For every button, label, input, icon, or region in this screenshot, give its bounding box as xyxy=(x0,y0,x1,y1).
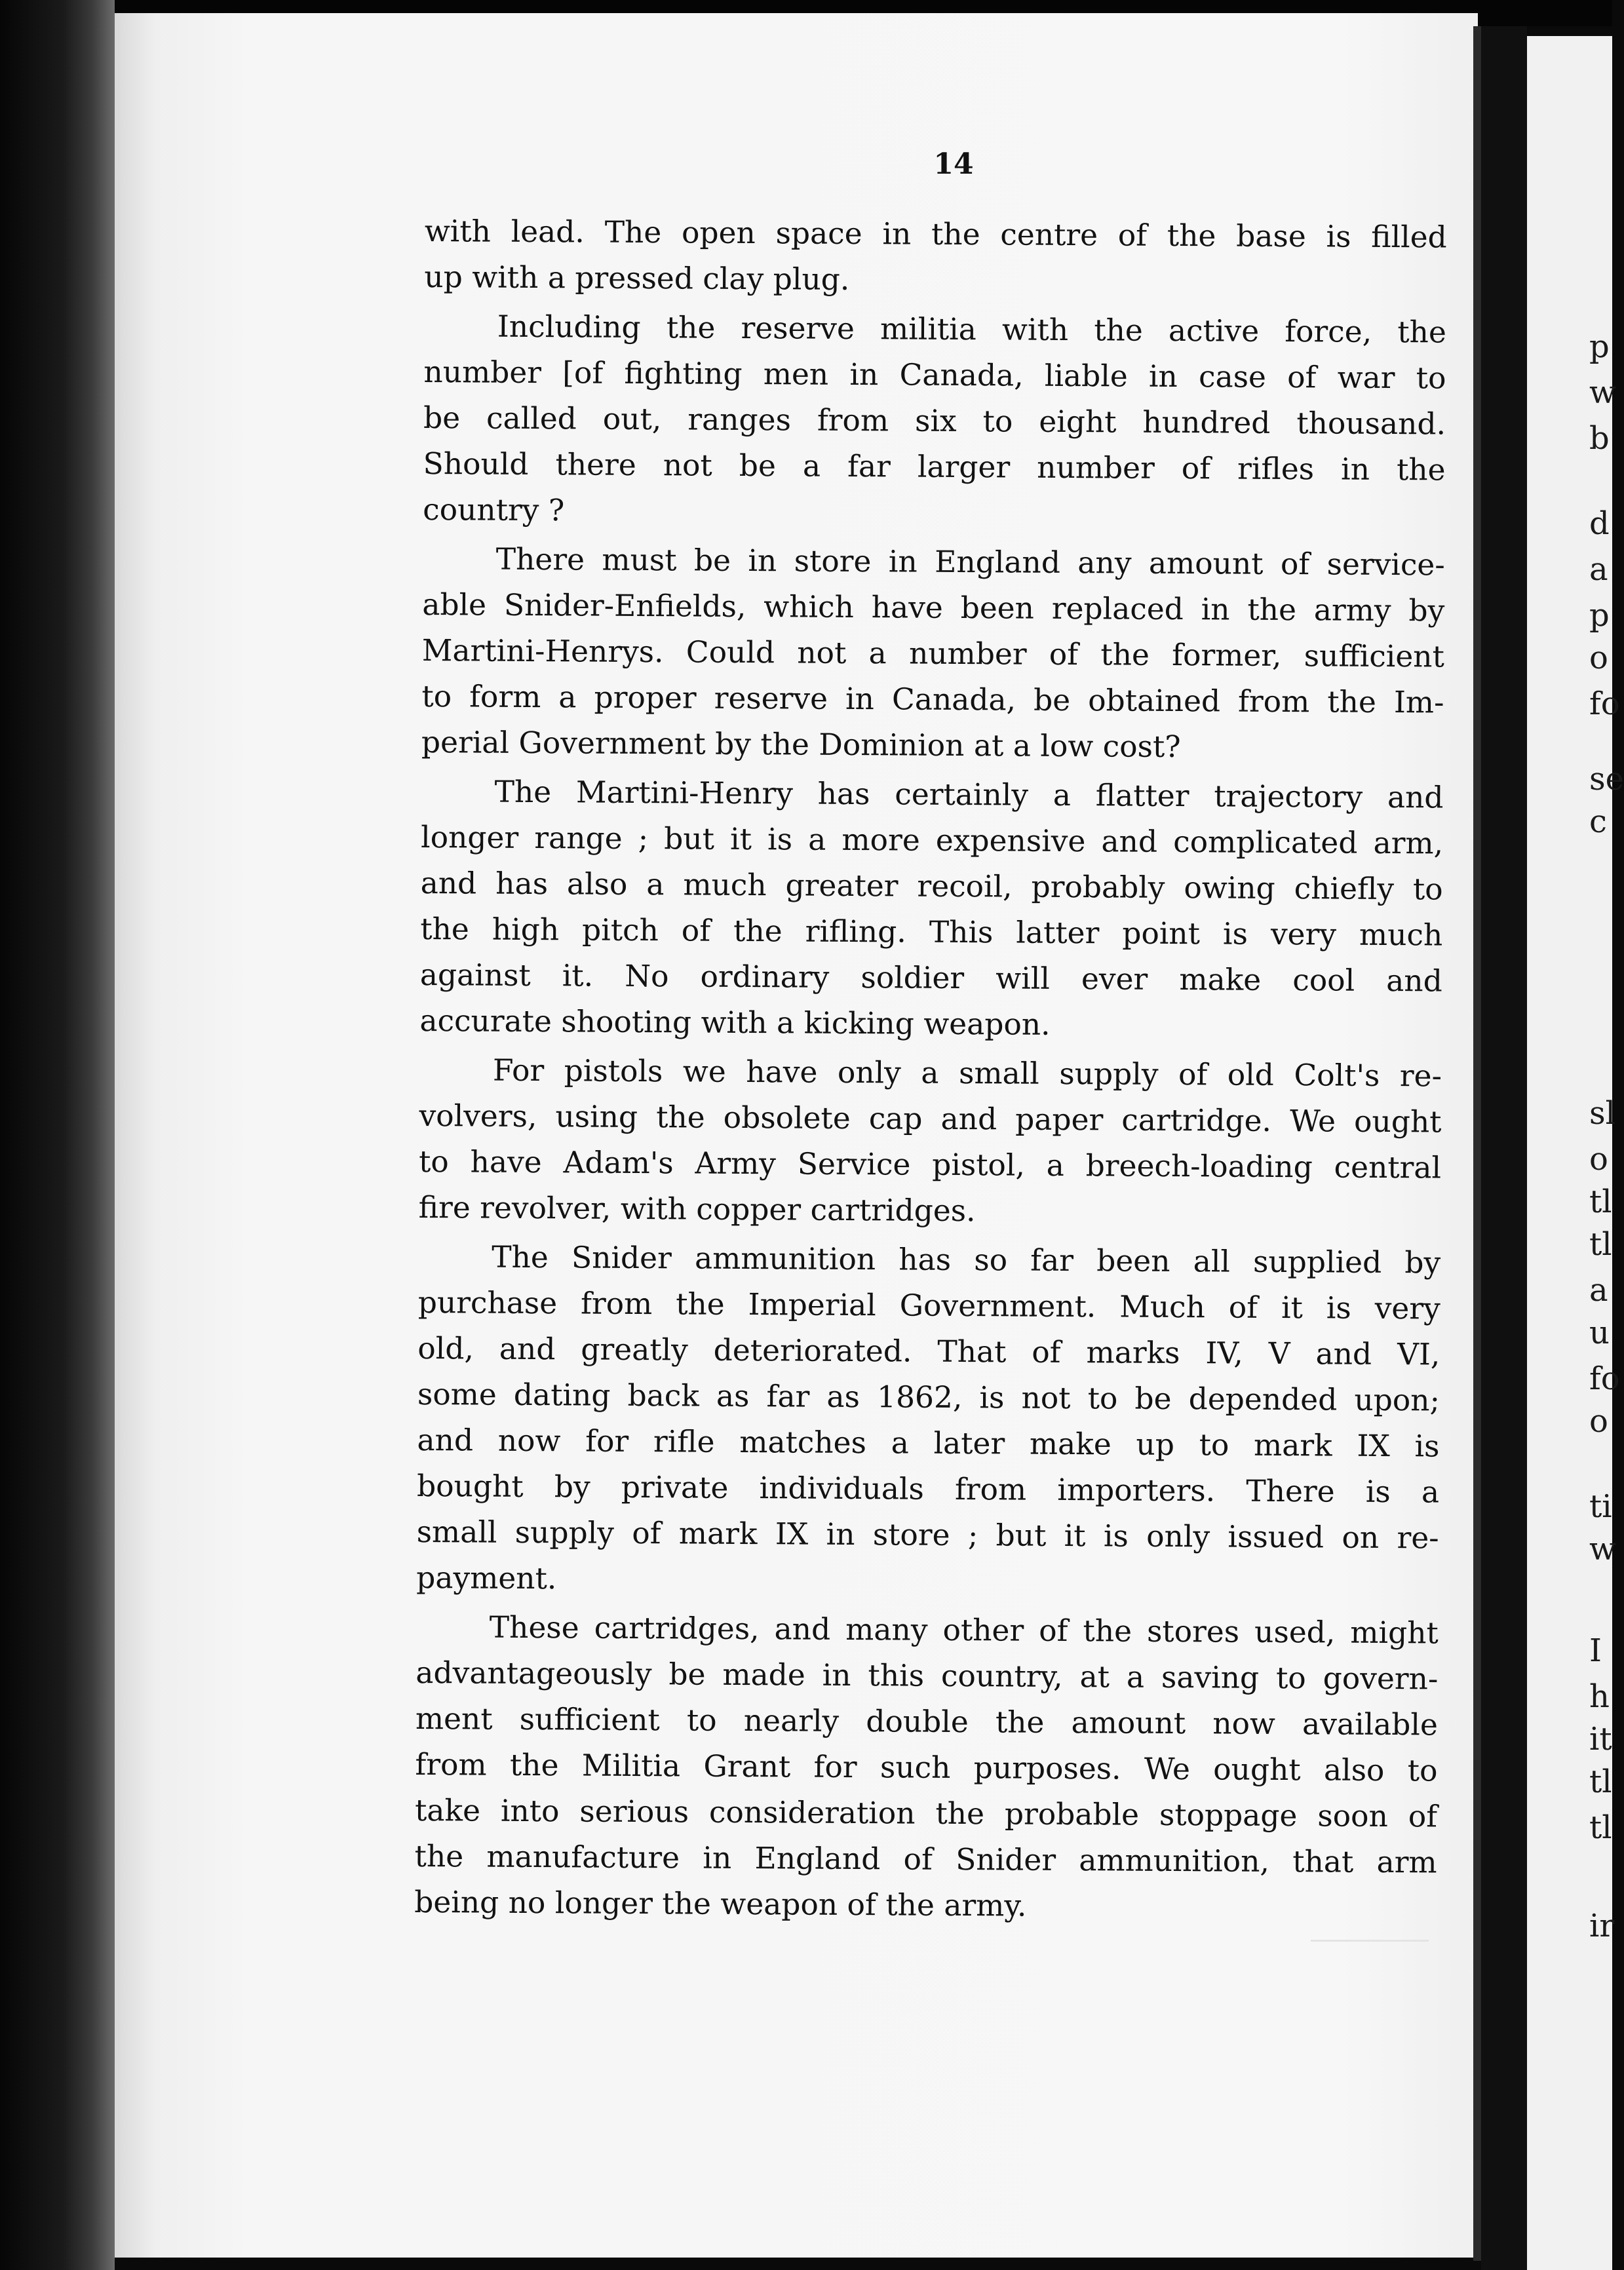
text-line: and has also a much greater recoil, probably owing chiefly to xyxy=(420,865,1443,907)
facing-page-fragment: c xyxy=(1589,803,1607,840)
text-line: up with a pressed clay plug. xyxy=(424,259,850,297)
paragraph xyxy=(423,303,1446,539)
text-line: being no longer the weapon of the army. xyxy=(414,1884,1027,1923)
paragraph xyxy=(421,536,1445,772)
text-line: There must be in store in England any amount of service- xyxy=(495,541,1445,583)
text-line: fire revolver, with copper cartridges. xyxy=(418,1189,976,1229)
facing-page-fragment: I xyxy=(1589,1632,1602,1669)
facing-page-fragment: tl xyxy=(1589,1183,1612,1220)
text-line: small supply of mark IX in store ; but it is only issued on re- xyxy=(416,1514,1439,1556)
text-line: take into serious consideration the probable stoppage soon of xyxy=(414,1792,1438,1834)
text-line: country ? xyxy=(423,491,565,528)
text-line: from the Militia Grant for such purposes. We ought also to xyxy=(415,1746,1438,1788)
text-line: The Martini-Henry has certainly a flatter trajectory and xyxy=(494,774,1444,815)
paragraph xyxy=(414,1604,1439,1932)
facing-page-fragment: o xyxy=(1589,640,1608,676)
facing-page-fragment: sl xyxy=(1589,1095,1615,1132)
text-line: number [of fighting men in Canada, liable in case of war to xyxy=(423,354,1446,396)
text-line: to form a proper reserve in Canada, be obtained from the Im- xyxy=(421,678,1444,720)
text-line: the high pitch of the rifling. This latter point is very much xyxy=(420,911,1443,953)
facing-page-fragment: u xyxy=(1589,1315,1610,1351)
text-line: advantageously be made in this country, at a saving to govern- xyxy=(416,1655,1439,1697)
text-line: perial Government by the Dominion at a low cost? xyxy=(421,724,1181,765)
text-line: For pistols we have only a small supply of old Colt's re- xyxy=(492,1052,1442,1094)
paragraph xyxy=(416,1234,1440,1607)
paragraph xyxy=(418,1047,1442,1237)
facing-page-fragment: fo xyxy=(1589,1360,1620,1397)
page-edge-shadow xyxy=(1473,26,1481,2261)
paper-blemish xyxy=(1311,1940,1429,1942)
text-line: against it. No ordinary soldier will ever make cool and xyxy=(419,957,1442,999)
facing-page-fragment: it xyxy=(1589,1721,1612,1758)
paragraph xyxy=(424,208,1447,307)
facing-page-fragment: tl xyxy=(1589,1226,1612,1263)
page-number: 14 xyxy=(933,147,974,181)
text-line: some dating back as far as 1862, is not to be depended upon; xyxy=(417,1376,1440,1418)
page-gutter xyxy=(1481,26,1527,2270)
facing-page-fragment: ir xyxy=(1589,1908,1615,1944)
facing-page-fragment: d xyxy=(1589,505,1610,542)
facing-page-fragment: p xyxy=(1589,597,1610,634)
text-line: longer range ; but it is a more expensive and complicated arm, xyxy=(420,819,1444,861)
text-line: bought by private individuals from importers. There is a xyxy=(416,1468,1440,1510)
text-line: to have Adam's Army Service pistol, a breech-loading central xyxy=(418,1144,1442,1185)
facing-page-fragment: fo xyxy=(1589,685,1620,722)
facing-page-fragment: o xyxy=(1589,1403,1608,1440)
facing-page-fragment: o xyxy=(1589,1141,1608,1178)
facing-page-fragment: a xyxy=(1589,551,1608,588)
text-line: with lead. The open space in the centre of the base is filled xyxy=(424,213,1447,255)
text-line: Including the reserve militia with the active force, the xyxy=(497,309,1447,350)
text-line: and now for rifle matches a later make up to mark IX is xyxy=(417,1422,1440,1464)
page-body-text xyxy=(414,208,1447,1934)
text-line: Martini-Henrys. Could not a number of the former, sufficient xyxy=(421,632,1445,674)
text-line: be called out, ranges from six to eight hundred thousand. xyxy=(423,400,1446,442)
facing-page-edge xyxy=(1527,36,1624,2270)
facing-page-fragment: tl xyxy=(1589,1763,1612,1800)
text-line: ment sufficient to nearly double the amount now available xyxy=(415,1701,1439,1742)
facing-page-fragment: w xyxy=(1589,374,1617,411)
facing-page-fragment: p xyxy=(1589,328,1610,365)
facing-page-fragment: w xyxy=(1589,1531,1617,1568)
paragraph xyxy=(419,769,1444,1050)
facing-page-fragment: se xyxy=(1589,761,1624,798)
text-line: purchase from the Imperial Government. Much of it is very xyxy=(417,1284,1440,1326)
text-line: payment. xyxy=(416,1560,557,1596)
text-line: These cartridges, and many other of the stores used, might xyxy=(489,1609,1439,1651)
facing-page-fragment: ti xyxy=(1589,1488,1612,1525)
text-line: old, and greatly deteriorated. That of marks IV, V and VI, xyxy=(417,1330,1440,1372)
facing-page-fragment: tl xyxy=(1589,1809,1612,1846)
facing-page-fragment: b xyxy=(1589,420,1610,457)
facing-page-fragment: a xyxy=(1589,1272,1608,1309)
text-line: Should there not be a far larger number of rifles in the xyxy=(423,446,1446,488)
facing-page-fragment: h xyxy=(1589,1678,1610,1715)
text-line: The Snider ammunition has so far been all supplied by xyxy=(492,1239,1441,1280)
text-line: able Snider-Enfields, which have been replaced in the army by xyxy=(422,587,1445,628)
text-line: the manufacture in England of Snider ammunition, that arm xyxy=(414,1838,1437,1880)
text-line: accurate shooting with a kicking weapon. xyxy=(419,1003,1051,1042)
book-spine-edge xyxy=(0,0,115,2270)
text-line: volvers, using the obsolete cap and paper cartridge. We ought xyxy=(419,1098,1442,1140)
